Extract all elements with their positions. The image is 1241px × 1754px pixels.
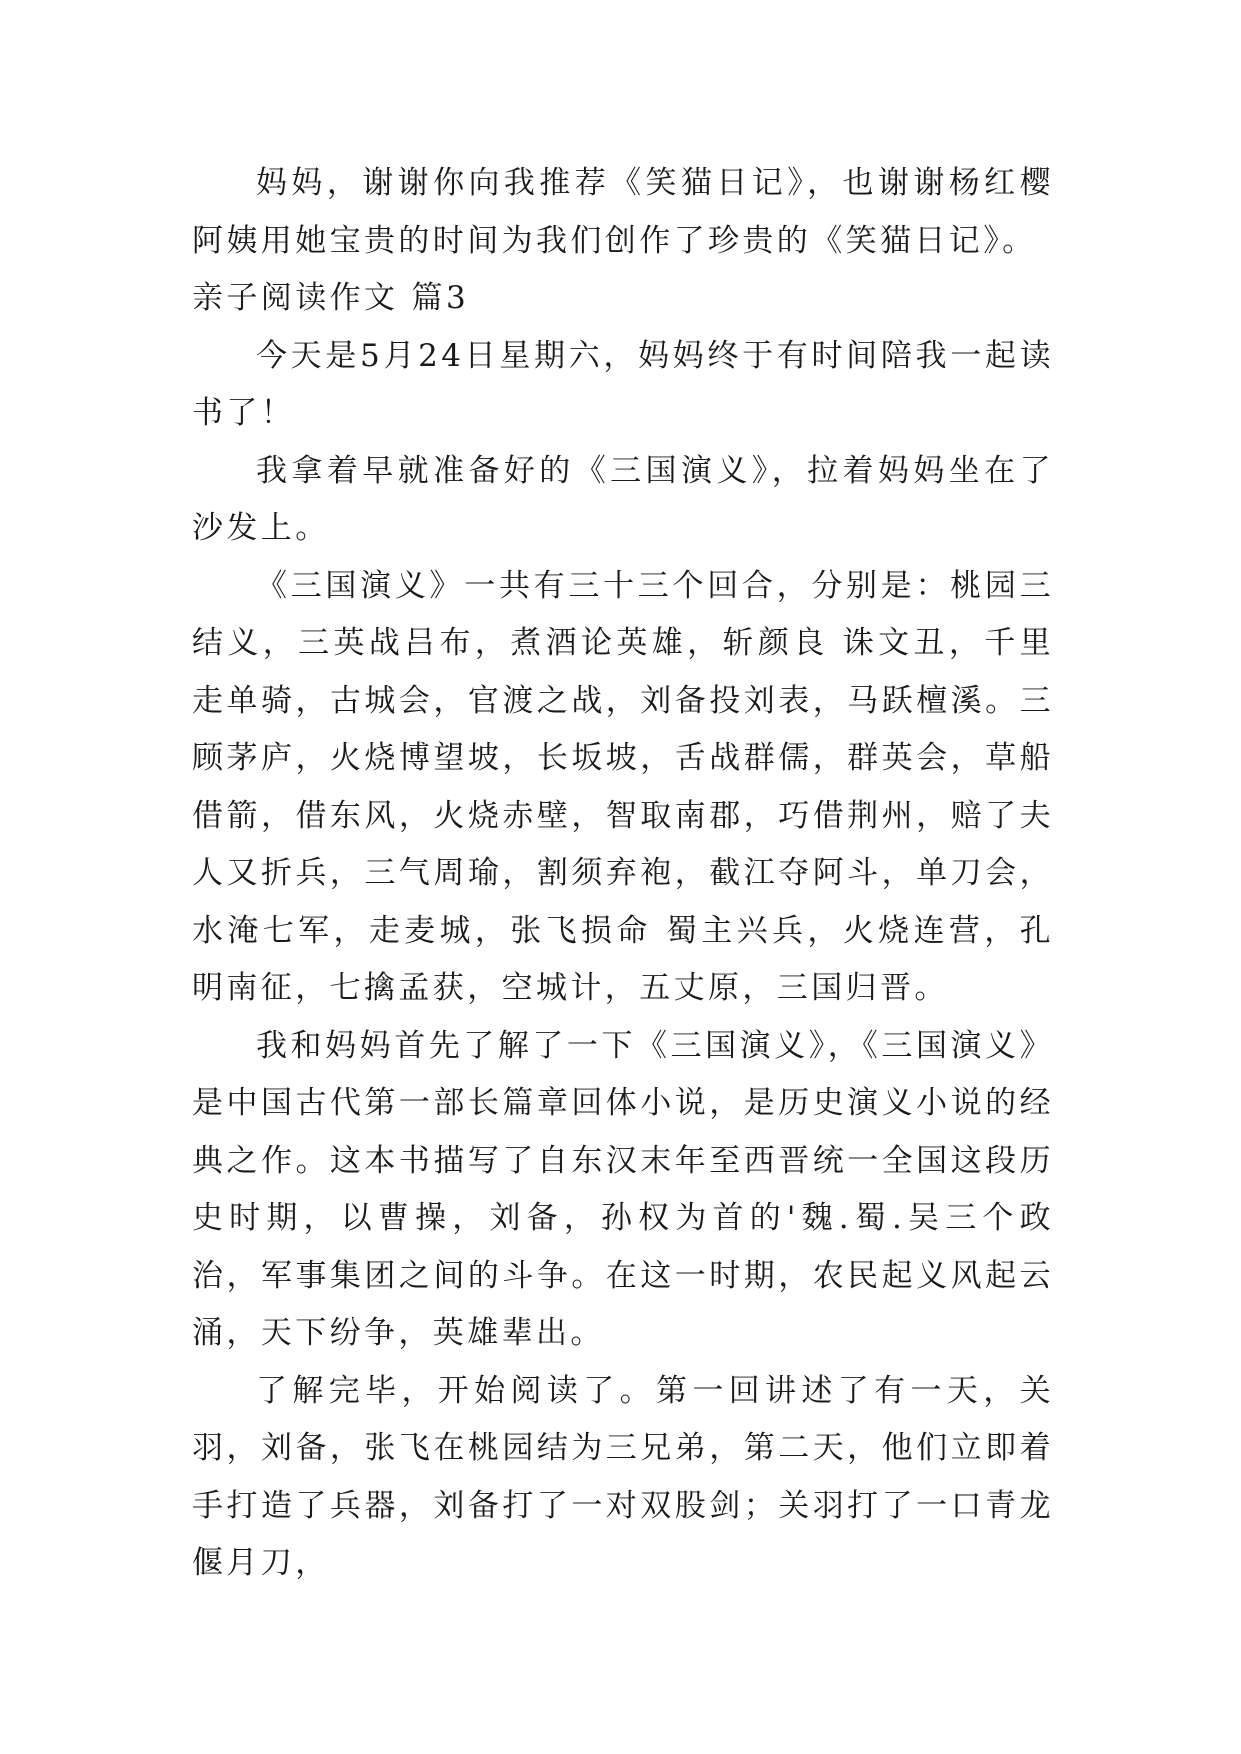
paragraph-closing: 妈妈，谢谢你向我推荐《笑猫日记》，也谢谢杨红樱阿姨用她宝贵的时间为我们创作了珍贵的《笑猫日记》。 <box>192 165 1054 259</box>
section-heading: 亲子阅读作文 篇3 <box>192 280 470 316</box>
paragraph-chapters: 《三国演义》一共有三十三个回合，分别是：桃园三结义，三英战吕布，煮酒论英雄，斩颜良 诛文丑，千里走单骑，古城会，官渡之战，刘备投刘表，马跃檀溪。三顾茅庐，火烧博望坡，长坂坡，舌战群儒，群英会，草船借箭，借东风，火烧赤壁，智取南郡，巧借荆州，赔了夫人又折兵，三气周瑜，割须弃袍，截江夺阿斗，单刀会，水淹七军，走麦城，张飞损命 蜀主兴兵，火烧连营，孔明南征，七擒孟获，空城计，五丈原，三国归晋。 <box>192 567 1054 1006</box>
paragraph-intro: 今天是5月24日星期六，妈妈终于有时间陪我一起读书了！ <box>192 337 1054 431</box>
paragraph-reading: 了解完毕，开始阅读了。第一回讲述了有一天，关羽，刘备，张飞在桃园结为三兄弟，第二天，他们立即着手打造了兵器，刘备打了一对双股剑；关羽打了一口青龙偃月刀， <box>192 1372 1054 1581</box>
document-body <box>192 155 1054 1593</box>
paragraph-sofa: 我拿着早就准备好的《三国演义》，拉着妈妈坐在了沙发上。 <box>192 452 1054 546</box>
paragraph-background: 我和妈妈首先了解了一下《三国演义》，《三国演义》是中国古代第一部长篇章回体小说，是历史演义小说的经典之作。这本书描写了自东汉末年至西晋统一全国这段历史时期，以曹操，刘备，孙权为首的'魏.蜀.吴三个政治，军事集团之间的斗争。在这一时期，农民起义风起云涌，天下纷争，英雄辈出。 <box>192 1027 1054 1351</box>
